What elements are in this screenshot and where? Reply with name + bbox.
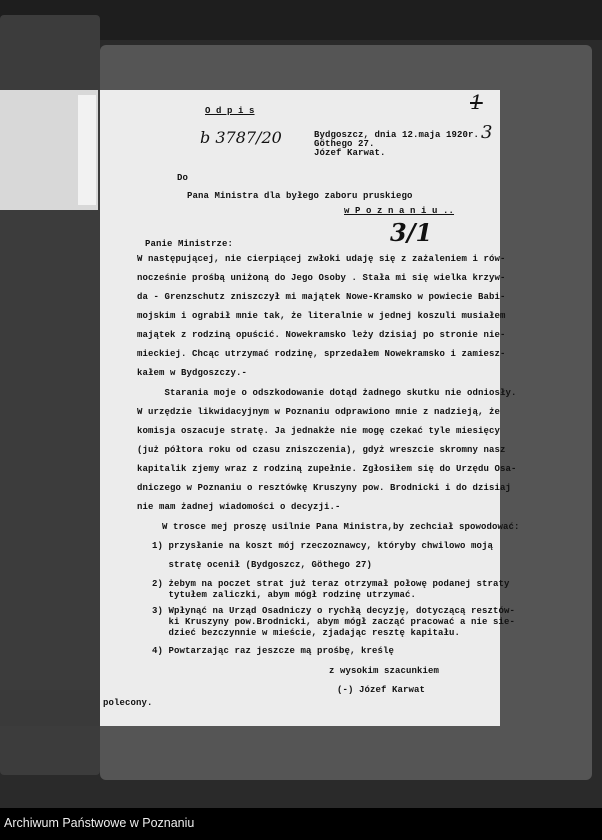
point-line: 2) żebym na poczet strat już teraz otrzymał połowę podanej straty (152, 579, 510, 589)
body-line: nie mam żadnej wiadomości o decyzji.- (137, 502, 341, 512)
point-line: 1) przysłanie na koszt mój rzeczoznawcy, któryby chwilowo moją (152, 541, 494, 551)
request-intro: W trosce mej proszę usilnie Pana Ministra,by zechciał spowodować: (162, 522, 520, 532)
body-line: mojskim i ograbił mnie tak, że literalnie w jednej koszuli musiałem (137, 311, 506, 321)
body-line: da - Grenzschutz zniszczył mi majątek Nowe-Kramsko w powiecie Babi- (137, 292, 506, 302)
body-line: nocześnie prośbą uniżoną do Jego Osoby . Stała mi się wielka krzyw- (137, 273, 506, 283)
point-line: ki Kruszyny pow.Brodnicki, abym mógł zacząć pracować a nie sie- (152, 617, 516, 627)
footnote: polecony. (103, 698, 153, 708)
body-line: W urzędzie likwidacyjnym w Poznaniu odprawiono mnie z nadzieją, że (137, 407, 501, 417)
point-line: dzieć bezczynnie w mieście, zjadając resztę kapitału. (152, 628, 461, 638)
handwritten-mid-mark: 3/1 (390, 218, 433, 247)
addressee: Pana Ministra dla byłego zaboru pruskiego (187, 191, 413, 201)
body-line: Starania moje o odszkodowanie dotąd żadnego skutku nie odniosły. (137, 388, 517, 398)
point-line: stratę ocenił (Bydgoszcz, Göthego 27) (152, 560, 373, 570)
point-line: 3) Wpłynąć na Urząd Osadniczy o rychłą decyzję, dotyczącą resztów- (152, 606, 516, 616)
point-line: 4) Powtarzając raz jeszcze mą prośbę, kreślę (152, 646, 395, 656)
heading: O d p i s (205, 106, 255, 116)
letter-page (100, 90, 520, 726)
body-line: majątek z rodziną opuścić. Nowekramsko leży dzisiaj po stronie nie- (137, 330, 506, 340)
body-line: dniczego w Poznaniu o resztówkę Kruszyny pow. Brodnicki i do dzisiaj (137, 483, 512, 493)
point-line: tytułem zaliczki, abym mógł rodzinę utrzymać. (152, 590, 417, 600)
salutation: Panie Ministrze: (145, 239, 234, 249)
handwritten-file-number: b 3787/20 (200, 128, 282, 147)
sender-line-2: Göthego 27. (314, 139, 375, 149)
body-line: kałem w Bydgoszczy.- (137, 368, 248, 378)
handwritten-page-mark: 3 (481, 122, 493, 143)
scan-underlying-page (0, 690, 100, 726)
scan-left-light-edge (78, 95, 96, 205)
to-label: Do (177, 173, 189, 183)
handwritten-crossed-mark: 1 (470, 90, 483, 114)
sender-line-3: Józef Karwat. (314, 148, 386, 158)
body-line: mieckiej. Chcąc utrzymać rodzinę, sprzedałem Nowekramsko i zamiesz- (137, 349, 506, 359)
city: w P o z n a n i u .. (344, 206, 455, 216)
closing: z wysokim szacunkiem (329, 666, 440, 676)
body-line: W następującej, nie cierpiącej zwłoki udaję się z zażaleniem i rów- (137, 254, 506, 264)
body-line: komisja oszacuje stratę. Ja jednakże nie mogę czekać tyle miesięcy (137, 426, 501, 436)
signature: (-) Józef Karwat (337, 685, 426, 695)
archive-footer (0, 808, 602, 840)
archive-caption: Archiwum Państwowe w Poznaniu (4, 816, 195, 830)
body-line: kapitalik zjemy wraz z rodziną zupełnie. Zgłosiłem się do Urzędu Osa- (137, 464, 517, 474)
sender-line-1: Bydgoszcz, dnia 12.maja 1920r. (314, 130, 480, 140)
body-line: (już półtora roku od czasu zniszczenia), gdyż wreszcie skromny nasz (137, 445, 506, 455)
